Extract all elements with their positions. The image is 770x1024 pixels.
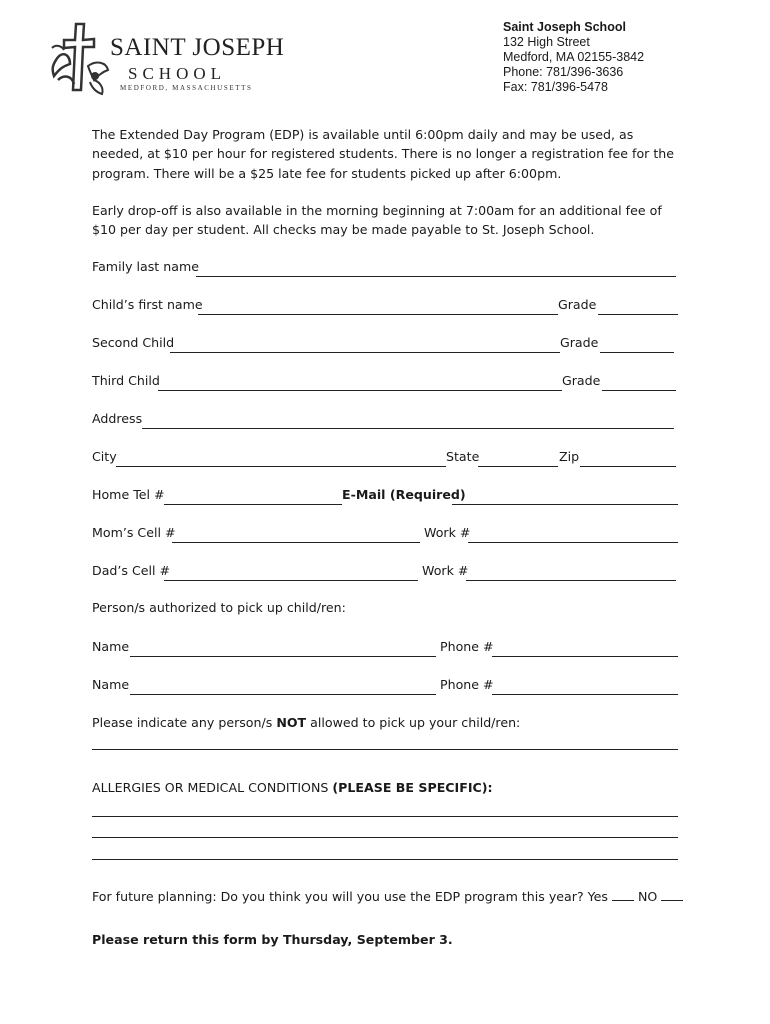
address-street: 132 High Street bbox=[503, 35, 590, 49]
grade-label: Grade bbox=[562, 373, 601, 388]
logo-school-name: SAINT JOSEPH bbox=[110, 34, 285, 61]
allergies-label bbox=[92, 779, 493, 797]
allergies-field-line[interactable] bbox=[92, 816, 678, 817]
pickup-person-row bbox=[92, 638, 682, 658]
phone-label: Phone # bbox=[440, 677, 494, 692]
authorized-pickup-heading-row bbox=[92, 599, 682, 619]
pickup-phone-field[interactable] bbox=[492, 676, 678, 695]
not-allowed-field[interactable] bbox=[92, 749, 678, 750]
address-phone: Phone: 781/396-3636 bbox=[503, 65, 624, 79]
family-last-name-label: Family last name bbox=[92, 259, 199, 274]
dads-work-field[interactable] bbox=[466, 562, 676, 581]
phone-label: Phone # bbox=[440, 639, 494, 654]
allergies-label-text: ALLERGIES OR MEDICAL CONDITIONS bbox=[92, 780, 333, 795]
address-field[interactable] bbox=[142, 410, 674, 429]
family-last-name-row bbox=[92, 258, 682, 278]
logo-location: MEDFORD, MASSACHUSETTS bbox=[120, 84, 253, 92]
name-label: Name bbox=[92, 677, 130, 692]
intro-paragraph-dropoff: Early drop-off is also available in the morning beginning at 7:00am for an additional fee of $10 per day per student. All checks may be made payable to St. Joseph School. bbox=[92, 203, 662, 238]
not-allowed-text-after: allowed to pick up your child/ren: bbox=[306, 715, 521, 730]
yes-blank[interactable] bbox=[612, 888, 634, 901]
third-child-grade-field[interactable] bbox=[602, 372, 676, 391]
state-label: State bbox=[446, 449, 480, 464]
child-grade-field[interactable] bbox=[598, 296, 678, 315]
intro-paragraph-fees: The Extended Day Program (EDP) is available until 6:00pm daily and may be used, as needed, at $10 per hour for registered students. There is no longer a registration fee for the program. There will be a $25 late fee for students picked up after 6:00pm. bbox=[92, 127, 674, 181]
work-label: Work # bbox=[424, 525, 471, 540]
moms-work-field[interactable] bbox=[468, 524, 678, 543]
dads-cell-field[interactable] bbox=[164, 562, 418, 581]
address-label: Address bbox=[92, 411, 143, 426]
pickup-name-field[interactable] bbox=[130, 638, 436, 657]
address-fax: Fax: 781/396-5478 bbox=[503, 80, 608, 94]
zip-field[interactable] bbox=[580, 448, 676, 467]
city-state-zip-row bbox=[92, 448, 682, 468]
pickup-name-field[interactable] bbox=[130, 676, 436, 695]
allergies-field-line[interactable] bbox=[92, 837, 678, 838]
email-label: E-Mail (Required) bbox=[342, 487, 466, 502]
childs-first-name-field[interactable] bbox=[198, 296, 558, 315]
second-child-row bbox=[92, 334, 682, 354]
address-city: Medford, MA 02155-3842 bbox=[503, 50, 645, 64]
no-blank[interactable] bbox=[661, 888, 683, 901]
address-school-name: Saint Joseph School bbox=[503, 20, 626, 34]
not-allowed-label bbox=[92, 714, 520, 732]
allergies-row bbox=[92, 779, 682, 799]
second-child-label: Second Child bbox=[92, 335, 175, 350]
school-address-block bbox=[503, 20, 644, 95]
grade-label: Grade bbox=[560, 335, 599, 350]
allergies-emphasis: (PLEASE BE SPECIFIC): bbox=[332, 780, 493, 795]
dads-cell-row bbox=[92, 562, 682, 582]
third-child-field[interactable] bbox=[158, 372, 562, 391]
return-deadline-note: Please return this form by Thursday, September 3. bbox=[92, 932, 453, 947]
pickup-person-row bbox=[92, 676, 682, 696]
not-allowed-row bbox=[92, 714, 682, 734]
cross-lily-emblem-icon bbox=[48, 20, 118, 98]
address-row bbox=[92, 410, 682, 430]
dads-cell-label: Dad’s Cell # bbox=[92, 563, 171, 578]
school-logo bbox=[48, 20, 285, 98]
authorized-pickup-label: Person/s authorized to pick up child/ren: bbox=[92, 600, 346, 615]
moms-cell-field[interactable] bbox=[172, 524, 420, 543]
state-field[interactable] bbox=[478, 448, 558, 467]
pickup-phone-field[interactable] bbox=[492, 638, 678, 657]
allergies-field-line[interactable] bbox=[92, 859, 678, 860]
not-allowed-text-before: Please indicate any person/s bbox=[92, 715, 277, 730]
family-last-name-field[interactable] bbox=[196, 258, 676, 277]
home-tel-label: Home Tel # bbox=[92, 487, 165, 502]
future-planning-text: For future planning: Do you think you will you use the EDP program this year? Yes bbox=[92, 889, 612, 904]
childs-first-name-label: Child’s first name bbox=[92, 297, 203, 312]
second-child-field[interactable] bbox=[170, 334, 560, 353]
moms-cell-row bbox=[92, 524, 682, 544]
third-child-label: Third Child bbox=[92, 373, 160, 388]
logo-school-word: SCHOOL bbox=[128, 64, 227, 83]
childs-first-name-row bbox=[92, 296, 682, 316]
third-child-row bbox=[92, 372, 682, 392]
no-label: NO bbox=[633, 889, 662, 904]
moms-cell-label: Mom’s Cell # bbox=[92, 525, 176, 540]
home-tel-field[interactable] bbox=[164, 486, 342, 505]
zip-label: Zip bbox=[559, 449, 580, 464]
work-label: Work # bbox=[422, 563, 469, 578]
name-label: Name bbox=[92, 639, 130, 654]
email-field[interactable] bbox=[452, 486, 678, 505]
second-child-grade-field[interactable] bbox=[600, 334, 674, 353]
home-tel-email-row bbox=[92, 486, 682, 506]
city-label: City bbox=[92, 449, 117, 464]
grade-label: Grade bbox=[558, 297, 597, 312]
not-allowed-emphasis: NOT bbox=[276, 715, 307, 730]
future-planning-question bbox=[92, 888, 683, 904]
city-field[interactable] bbox=[116, 448, 446, 467]
